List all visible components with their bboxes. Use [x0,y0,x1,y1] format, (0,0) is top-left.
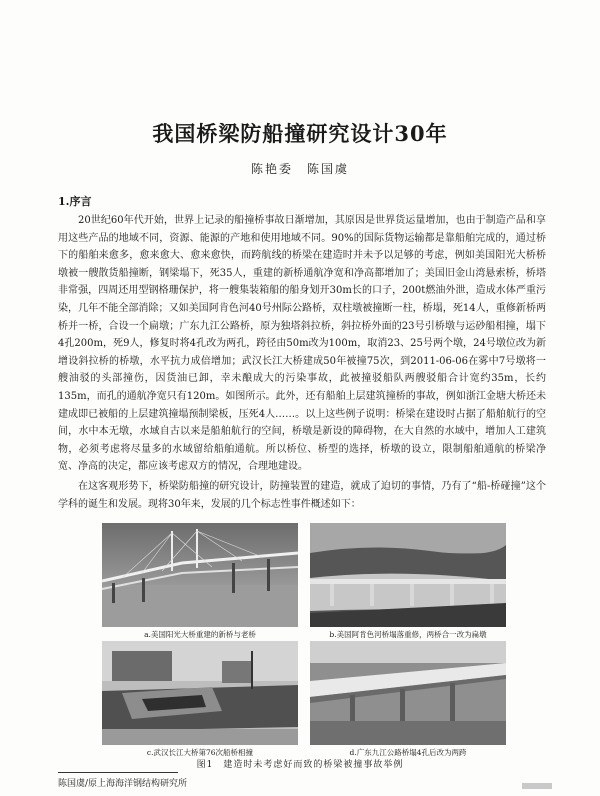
photo-jiujiang-bridge [310,641,506,745]
figure-d-caption: d.广东九江公路桥塌4孔后改为两跨 [349,748,467,757]
figure-grid [102,523,506,755]
paper-title: 我国桥梁防船撞研究设计30年 [152,121,448,146]
photo-sunshine-skyway [102,523,298,627]
figure-caption: 图1 建造时未考虑好而致的桥梁被撞事故举例 [196,760,404,770]
body-text [58,212,546,513]
footnote: 陈国虞/原上海海洋钢结构研究所 [58,779,188,789]
paragraph: 在这客观形势下，桥梁防船撞的研究设计，防撞装置的建造，就成了迫切的事情，乃有了“船-桥碰撞”这个学科的诞生和发展。现将30年来，发展的几个标志性事件概述如下： [58,480,546,510]
figure-a-caption: a.美国阳光大桥重建的新桥与老桥 [144,630,256,639]
figure-b-caption: b.美国阿肯色河桥塌落重修，两桥合一改为扁墩 [329,630,487,639]
photo-wuhan-collision [102,641,298,745]
photo-arkansas-bridge [310,523,506,627]
figure-c-caption: c.武汉长江大桥第76次船桥相撞 [146,748,254,757]
page-number-smudge [522,783,552,789]
author-line: 陈艳委 陈国虞 [250,162,349,176]
footnote-rule [58,772,178,773]
paragraph: 20世纪60年代开始，世界上记录的船撞桥事故日渐增加，其原因是世界货运量增加，也由于制造产品和享用这些产品的地域不同，资源、能源的产地和使用地域不同。90%的国际货物运输都是靠船舶完成的，通过桥下的船舶来愈多，愈来愈大、愈来愈快，而跨航线的桥梁在建造时并未予以足够的考虑，例如美国阳光大桥桥墩被一艘散货船撞断，钢梁塌下，死35人，重建的新桥通航净宽和净高都增加了；美国旧金山湾悬索桥，桥塔非常强，四周还用型钢格珊保护，将一艘集装箱船的船身划开30m长的口子，200t燃油外泄，造成水体严重污染，几年不能全部消除；又如美国阿肯色河40号州际公路桥，双柱墩被撞断一柱，桥塌，死14人，重修新桥两桥并一桥，合设一个扁墩；广东九江公路桥，原为独塔斜拉桥，斜拉桥外面的23号引桥墩与运砂船相撞，塌下4孔200m，死9人，修复时将4孔改为两孔，跨径由50m改为100m，取消23、25号两个墩，24号墩位改为新增设斜拉桥的桥墩，水平抗力成倍增加；武汉长江大桥建成50年被撞75次，到2011-06-06在雾中7号墩将一艘油驳的头部撞伤，因货油已卸，幸未酿成大的污染事故，此被撞驳船队两艘驳船合计宽约35m，长约135m，而孔的通航净宽只有120m。如图所示。此外，还有船舶上层建筑撞桥的事故，例如浙江金塘大桥还未建成即已被船的上层建筑撞塌预制梁板，压死4人……。以上这些例子说明：桥梁在建设时占据了船舶航行的空间，水中本无墩，水域自古以来是船舶航行的空间，桥墩是新设的障碍物，在大自然的水域中，增加人工建筑物，必须考虑将尽量多的水域留给船舶通航。所以桥位、桥型的选择，桥墩的设立，限制船舶通航的桥梁净宽、净高的决定，都应该考虑双方的情况，合理地建设。 [58,215,546,473]
section-heading: 1.序言 [58,195,92,208]
